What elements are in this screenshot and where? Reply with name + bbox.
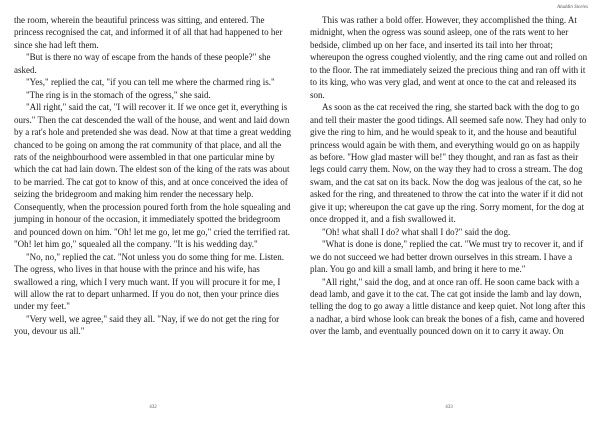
- paragraph: This was rather a bold offer. However, they accomplished the thing. At midnight, when the ogress was sound asleep, one of the rats went to her bedside, climbed up on her face, and inserted its tail into her throat; whereupon the ogress coughed violently, and the ring came out and rolled on to the floor. The rat immediately seized the precious thing and ran off with it to its king, who was very glad, and went at once to the cat and released its son.: [310, 15, 588, 100]
- page-number: 432: [149, 405, 157, 410]
- paragraph: "All right," said the cat, "I will recover it. If we once get it, everything is ours." Then the cat descended the wall of the house, and went and laid down by a rat's hole and pretended she was dead. Now at that time a great wedding chanced to be going on among the rat community of that place, and all the rats of the neighbourhood were assembled in that one particular mine by which the cat had lain down. The eldest son of the king of the rats was about to be married. The cat got to know of this, and at once conceived the idea of seizing the bridegroom and making him render the necessary help. Consequently, when the procession poured forth from the hole squealing and jumping in honour of the occasion, it immediately spotted the bridegroom and pounced down on him. "Oh! let me go, let me go," cried the terrified rat. "Oh! let him go," squealed all the company. "It is his wedding day.": [14, 102, 292, 250]
- paragraph: the room, wherein the beautiful princess was sitting, and entered. The princess recognised the cat, and informed it of all that had happened to her since she had left them.: [14, 15, 283, 50]
- page-number: 433: [445, 405, 453, 410]
- paragraph: "Oh! what shall I do? what shall I do?" said the dog.: [322, 226, 511, 237]
- paragraph: "The ring is in the stomach of the ogress," she said.: [26, 89, 211, 100]
- left-page-body: [14, 14, 292, 338]
- paragraph: "But is there no way of escape from the hands of these people?" she asked.: [14, 52, 271, 75]
- paragraph: "All right," said the dog, and at once ran off. He soon came back with a dead lamb, and gave it to the cat. The cat got inside the lamb and lay down, telling the dog to go away a little distance and keep quiet. Not long after this a nadhar, a bird whose look can break the bones of a fish, came and hovered over the lamb, and eventually pounced down on it to carry it away. On: [310, 276, 586, 337]
- right-page-body: [310, 14, 588, 338]
- running-head: Aladdin Stories: [557, 5, 588, 10]
- paragraph: "Very well, we agree," said they all. "Nay, if we do not get the ring for you, devour us all.": [14, 313, 280, 337]
- left-page: [14, 0, 292, 424]
- paragraph: As soon as the cat received the ring, she started back with the dog to go and tell their master the good tidings. All seemed safe now. They had only to give the ring to him, and he would speak to it, and the house and beautiful princess would again be with them, and everything would go on as happily as before. "How glad master will be!" they thought, and ran as fast as their legs could carry them. Now, on the way they had to cross a stream. The dog swam, and the cat sat on its back. Now the dog was jealous of the cat, so he asked for the ring, and threatened to throw the cat into the water if it did not give it up; whereupon the cat gave up the ring. Sorry moment, for the dog at once dropped it, and a fish swallowed it.: [310, 102, 587, 225]
- right-page: [310, 0, 588, 424]
- paragraph: "No, no," replied the cat. "Not unless you do some thing for me. Listen. The ogress, who lives in that house with the prince and his wife, has swallowed a ring, which I very much want. If you will procure it for me, I will allow the rat to depart unharmed. If you do not, then your prince dies under my feet.": [14, 251, 284, 312]
- paragraph: "What is done is done," replied the cat. "We must try to recover it, and if we do not succeed we had better drown ourselves in this stream. I have a plan. You go and kill a small lamb, and bring it here to me.": [310, 239, 584, 275]
- paragraph: "Yes," replied the cat, "if you can tell me where the charmed ring is.": [26, 77, 275, 88]
